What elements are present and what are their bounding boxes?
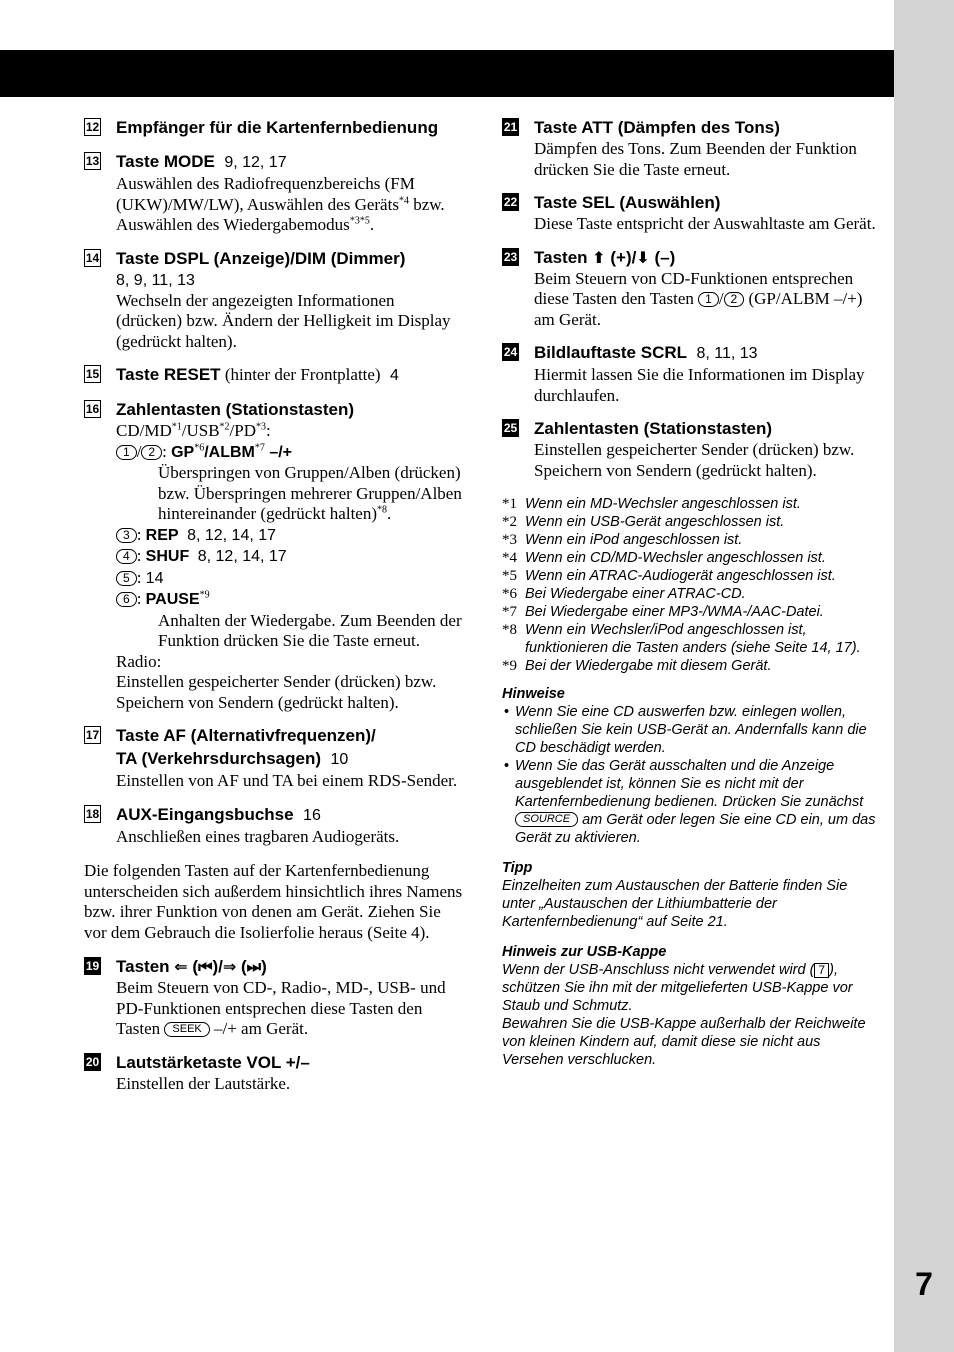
item-description: Dämpfen des Tons. Zum Beenden der Funktion drücken Sie die Taste erneut. xyxy=(534,139,857,179)
usb-cap-text: Wenn der USB-Anschluss nicht verwendet wird ( 7 ), schützen Sie ihn mit der mitgelieferten USB-Kappe vor Staub und Schmutz. xyxy=(502,962,853,1014)
page-refs: 8, 11, 13 xyxy=(696,345,758,362)
radio-label: Radio: xyxy=(116,651,162,671)
footnote: *5 Wenn ein ATRAC-Audiogerät angeschlossen ist. xyxy=(502,568,836,584)
part-number-box: 7 xyxy=(814,963,829,978)
item-title: Lautstärketaste VOL +/– xyxy=(116,1052,310,1072)
radio-description: Einstellen gespeicherter Sender (drücken) bzw. Speichern von Sendern (gedrückt halten). xyxy=(116,672,437,712)
key-2: 2 xyxy=(724,292,745,307)
footnote: *6 Bei Wiedergabe einer ATRAC-CD. xyxy=(502,586,746,602)
item-number: 23 xyxy=(503,249,518,264)
footnote: *8 Wenn ein Wechsler/iPod angeschlossen ist, funktionieren die Tasten anders (siehe Seite 14, 17). xyxy=(502,622,861,656)
key-6: 6 xyxy=(116,592,137,607)
item-number: 21 xyxy=(503,120,518,134)
note-bullet: • Wenn Sie eine CD auswerfen bzw. einlegen wollen, schließen Sie kein USB-Gerät an. Andernfalls kann die CD beschädigt werden. xyxy=(504,704,867,756)
item-13 xyxy=(84,150,464,236)
item-title: Zahlentasten (Stationstasten) xyxy=(116,400,355,419)
item-number: 20 xyxy=(85,1054,100,1069)
key-1: 1 xyxy=(698,292,719,307)
item-description: Anschließen eines tragbaren Audiogeräts. xyxy=(116,826,400,846)
item-25 xyxy=(502,417,884,481)
item-23 xyxy=(502,246,884,331)
left-column xyxy=(84,116,464,1105)
notes-section xyxy=(502,685,884,1069)
key-5-line: 5 : 14 xyxy=(116,568,464,590)
item-14 xyxy=(84,247,464,353)
footnote: *7 Bei Wiedergabe einer MP3-/WMA-/AAC-Datei. xyxy=(502,604,824,620)
item-title: Taste MODE xyxy=(116,152,215,171)
usb-cap-heading: Hinweis zur USB-Kappe xyxy=(502,944,667,960)
item-number: 12 xyxy=(85,120,100,134)
footnote: *3 Wenn ein iPod angeschlossen ist. xyxy=(502,532,743,548)
item-17 xyxy=(84,724,464,792)
arrow-right-icon: ⇒ xyxy=(222,957,237,976)
key-5: 5 xyxy=(116,571,137,586)
arrow-up-icon: ⬆ xyxy=(592,247,606,267)
item-number: 15 xyxy=(85,367,100,381)
item-title-2: TA (Verkehrsdurchsagen) xyxy=(116,749,322,768)
key-6-line: 6 : PAUSE$^{*9}$ xyxy=(116,589,464,611)
item-22 xyxy=(502,191,884,235)
page-number: 7 xyxy=(915,1266,933,1302)
item-title: Taste DSPL (Anzeige)/DIM (Dimmer) xyxy=(116,248,406,268)
item-20 xyxy=(84,1051,464,1095)
footnote: *2 Wenn ein USB-Gerät angeschlossen ist. xyxy=(502,514,785,530)
right-column xyxy=(502,116,884,1069)
footnote: *1 Wenn ein MD-Wechsler angeschlossen ist. xyxy=(502,496,801,512)
page-refs: 4 xyxy=(390,367,399,384)
source-line: CD/MD$^{*1}$/USB$^{*2}$/PD$^{*3}$: xyxy=(116,421,271,440)
key-3: 3 xyxy=(116,528,137,543)
item-title: Tasten ⇐ (⏮)/⇒ (⏭) xyxy=(116,957,267,976)
footnote: *4 Wenn ein CD/MD-Wechsler angeschlossen ist. xyxy=(502,550,826,566)
tip-text: Einzelheiten zum Austauschen der Batterie finden Sie unter „Austauschen der Lithiumbatterie der Kartenfernbedienung“ auf Seite 21. xyxy=(502,878,848,930)
key-1: 1 xyxy=(116,445,137,460)
arrow-left-icon: ⇐ xyxy=(174,957,188,976)
previous-track-icon: ⏮ xyxy=(198,957,213,976)
item-16 xyxy=(84,398,464,713)
item-title: Taste ATT (Dämpfen des Tons) xyxy=(534,118,780,137)
item-15 xyxy=(84,363,464,387)
item-description: Beim Steuern von CD-Funktionen entsprechen diese Tasten den Tasten 1 / 2 (GP/ALBM –/+) am Gerät. xyxy=(534,268,863,329)
page-refs: 9, 12, 17 xyxy=(224,154,287,171)
item-title: Tasten ⬆ (+)/⬇ (–) xyxy=(534,247,676,267)
item-note: (hinter der Frontplatte) xyxy=(220,365,381,384)
item-number: 22 xyxy=(503,195,518,209)
item-title: Zahlentasten (Stationstasten) xyxy=(534,419,773,438)
item-title: Empfänger für die Kartenfernbedienung xyxy=(116,118,439,137)
item-description: Diese Taste entspricht der Auswahltaste am Gerät. xyxy=(534,214,876,233)
item-description: Hiermit lassen Sie die Informationen im Display durchlaufen. xyxy=(534,365,865,405)
key-2: 2 xyxy=(141,445,162,460)
item-number: 13 xyxy=(85,154,100,168)
item-number: 24 xyxy=(503,345,518,359)
side-tab-strip xyxy=(894,0,954,1352)
item-19 xyxy=(84,955,464,1040)
key-1-2-description: Überspringen von Gruppen/Alben (drücken) bzw. Überspringen mehrerer Gruppen/Alben hintereinander (gedrückt halten)$^{*8}$. xyxy=(158,463,462,523)
item-title: Bildlauftaste SCRL xyxy=(534,343,688,362)
item-number: 17 xyxy=(85,728,100,742)
item-21 xyxy=(502,116,884,180)
tip-heading: Tipp xyxy=(502,860,533,876)
intro-paragraph: Die folgenden Tasten auf der Kartenfernbedienung unterscheiden sich außerdem hinsichtlich ihres Namens bzw. ihrer Funktion von denen am Gerät. Ziehen Sie vor dem Gebrauch die Isolierfolie heraus (Seite 4). xyxy=(84,861,463,942)
item-description: Einstellen der Lautstärke. xyxy=(116,1073,291,1093)
footnote: *9 Bei der Wiedergabe mit diesem Gerät. xyxy=(502,658,772,674)
item-description: Einstellen von AF und TA bei einem RDS-Sender. xyxy=(116,771,458,790)
key-1-2-line: 1 / 2 : GP$^{*6}$/ALBM$^{*7}$ –/+ xyxy=(116,442,464,464)
footnotes xyxy=(502,495,884,675)
item-title: Taste RESET xyxy=(116,365,221,384)
page-refs: 16 xyxy=(303,806,321,824)
page-refs: 10 xyxy=(330,751,349,768)
item-24 xyxy=(502,341,884,406)
key-4: 4 xyxy=(116,549,137,564)
item-number: 16 xyxy=(85,402,100,416)
item-description: Einstellen gespeicherter Sender (drücken) bzw. Speichern von Sendern (gedrückt halten). xyxy=(534,440,855,480)
item-12 xyxy=(84,116,464,139)
header-bar xyxy=(0,50,894,97)
item-number: 19 xyxy=(85,959,100,973)
item-number: 14 xyxy=(85,250,100,265)
item-18 xyxy=(84,803,464,848)
key-6-description: Anhalten der Wiedergabe. Zum Beenden der Funktion drücken Sie die Taste erneut. xyxy=(158,610,462,650)
key-3-line: 3 : REP 8, 12, 14, 17 xyxy=(116,525,464,547)
item-number: 18 xyxy=(85,806,100,821)
item-description: Auswählen des Radiofrequenzbereichs (FM (UKW)/MW/LW), Auswählen des Geräts$^{*4}$ bzw. Auswählen des Wiedergabemodus$^{*3*5}$. xyxy=(116,174,445,234)
item-number: 25 xyxy=(503,421,518,435)
arrow-down-icon: ⬇ xyxy=(636,247,650,267)
key-4-line: 4 : SHUF 8, 12, 14, 17 xyxy=(116,546,464,568)
item-title: Taste SEL (Auswählen) xyxy=(534,193,721,212)
note-bullet: • Wenn Sie das Gerät ausschalten und die Anzeige ausgeblendet ist, können Sie es nicht mit der Kartenfernbedienung bedienen. Drücken Sie zunächst SOURCE am Gerät oder legen Sie eine CD ein, um das Gerät zu aktivieren. xyxy=(504,758,876,846)
page-refs: 8, 9, 11, 13 xyxy=(116,271,195,289)
usb-cap-warning: Bewahren Sie die USB-Kappe außerhalb der Reichweite von kleinen Kindern auf, damit diese sie nicht aus Versehen verschlucken. xyxy=(502,1016,866,1068)
seek-button-label: SEEK xyxy=(164,1022,209,1037)
item-description: Beim Steuern von CD-, Radio-, MD-, USB- und PD-Funktionen entsprechen diese Tasten den Tasten SEEK –/+ am Gerät. xyxy=(116,978,446,1038)
notes-heading: Hinweise xyxy=(502,686,565,702)
item-description: Wechseln der angezeigten Informationen (drücken) bzw. Ändern der Helligkeit im Display (gedrückt halten). xyxy=(116,290,451,351)
item-title: Taste AF (Alternativfrequenzen)/ xyxy=(116,726,376,745)
next-track-icon: ⏭ xyxy=(246,957,262,976)
source-button-label: SOURCE xyxy=(515,812,578,827)
item-title: AUX-Eingangsbuchse xyxy=(116,804,294,824)
